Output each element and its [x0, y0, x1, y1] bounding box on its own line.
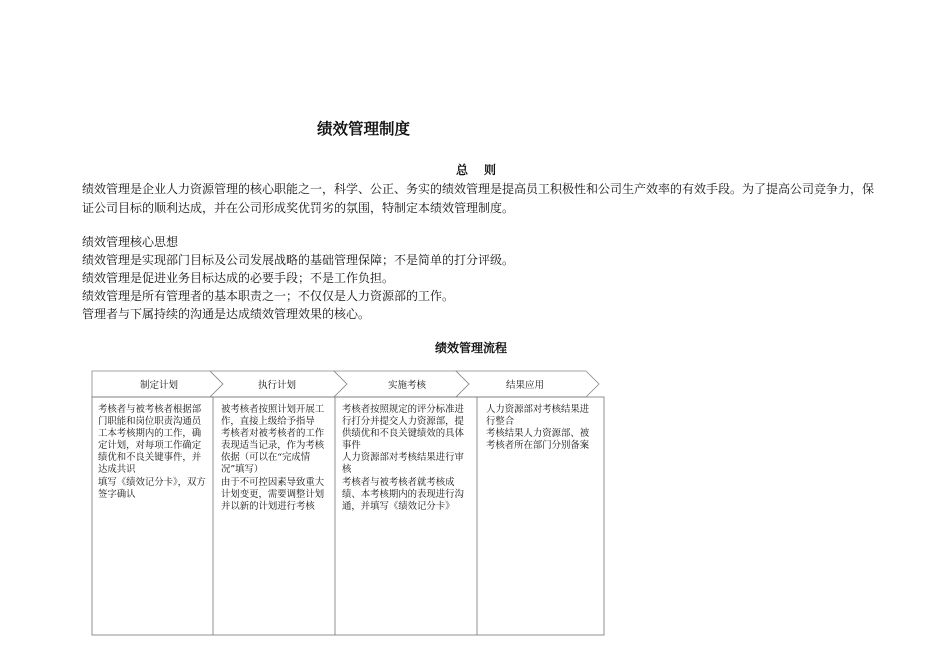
- stage-column-assess: [342, 404, 470, 513]
- stage-label-apply: 结果应用: [505, 380, 544, 391]
- stage-column-execute: [221, 404, 329, 513]
- stage-label-plan: 制定计划: [139, 380, 178, 391]
- stage-text: 考核结果人力资源部、被考核者所在部门分别备案: [486, 428, 590, 452]
- core-idea-item: 绩效管理是实现部门目标及公司发展战略的基础管理保障；不是简单的打分评级。: [82, 253, 515, 267]
- stage-label-assess: 实施考核: [387, 380, 426, 391]
- heading-part-1: 总: [456, 163, 469, 177]
- core-ideas-heading: 绩效管理核心思想: [82, 235, 179, 249]
- stage-column-plan: [98, 404, 208, 501]
- stage-text: 人力资源部对考核结果进行审核: [342, 452, 464, 476]
- heading-part-2: 则: [484, 163, 497, 177]
- stage-label-execute: 执行计划: [257, 380, 296, 391]
- stage-column-apply: [486, 404, 598, 452]
- stage-text: 人力资源部对考核结果进行整合: [486, 404, 590, 428]
- stage-text: 考核者与被考核者根据部门职能和岗位职责沟通员工本考核期内的工作，确定计划，对每项工作确定绩优和不良关键事件，并达成共识: [98, 404, 202, 476]
- stage-text: 考核者与被考核者就考核成绩、本考核期内的表现进行沟通，并填写《绩效记分卡》: [342, 476, 464, 512]
- stage-text: 填写《绩效记分卡》，双方签字确认: [98, 476, 206, 500]
- stage-text: 考核者对被考核者的工作表现适当记录，作为考核依据（可以在“完成情况”填写）: [221, 428, 325, 476]
- core-idea-item: 管理者与下属持续的沟通是达成绩效管理效果的核心。: [82, 307, 371, 321]
- stage-text: 考核者按照规定的评分标准进行打分并提交人力资源部，提供绩优和不良关键绩效的具体事件: [342, 404, 464, 452]
- stage-text: 被考核者按照计划开展工作，直接上级给予指导: [221, 404, 325, 428]
- core-idea-item: 绩效管理是促进业务目标达成的必要手段；不是工作负担。: [82, 271, 395, 285]
- core-idea-item: 绩效管理是所有管理者的基本职责之一；不仅仅是人力资源部的工作。: [82, 289, 455, 303]
- document-title: 绩效管理制度: [317, 120, 411, 138]
- flow-title: 绩效管理流程: [435, 341, 508, 355]
- stage-text: 由于不可控因素导致重大计划变更，需要调整计划并以新的计划进行考核: [221, 476, 325, 512]
- intro-paragraph: 绩效管理是企业人力资源管理的核心职能之一，科学、公正、务实的绩效管理是提高员工积极性和公司生产效率的有效手段。为了提高公司竞争力，保证公司目标的顺利达成，并在公司形成奖优罚劣的氛围，特制定本绩效管理制度。: [82, 182, 875, 215]
